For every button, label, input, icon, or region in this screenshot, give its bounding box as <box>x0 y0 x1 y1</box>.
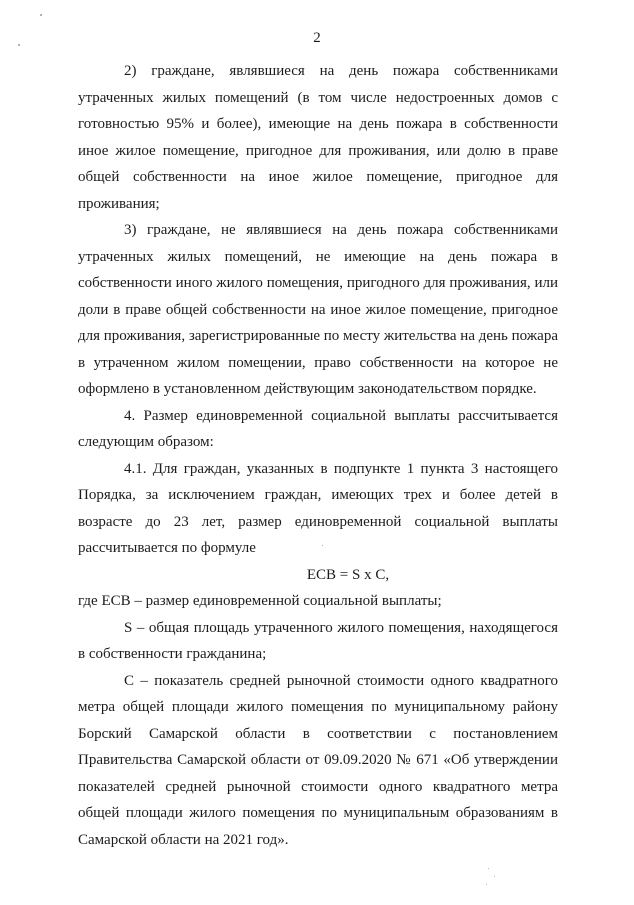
definition-c: С – показатель средней рыночной стоимости одного квадратного метра общей площади жилого помещения по муниципальному району Борский Самарской области в соответствии с постановлением Правительства Самарской области от 09.09.2020 № 671 «Об утверждении показателей средней рыночной стоимости одного квадратного метра общей площади жилого помещения по муниципальным образованиям в Самарской области на 2021 год». <box>78 672 558 848</box>
scan-speck <box>488 868 489 869</box>
definition-ecb: где ЕСВ – размер единовременной социальной выплаты; <box>78 593 442 609</box>
document-body <box>78 58 558 853</box>
paragraph-section-4-1: 4.1. Для граждан, указанных в подпункте 1 пункта 3 настоящего Порядка, за исключением граждан, имеющих трех и более детей в возрасте до 23 лет, размер единовременной социальной выплаты рассчитывается по формуле <box>78 460 558 556</box>
page-number: 2 <box>313 30 321 46</box>
scan-speck <box>486 884 487 885</box>
definition-s: S – общая площадь утраченного жилого помещения, находящегося в собственности гражданина; <box>78 619 558 662</box>
scan-speck <box>18 44 20 46</box>
scan-speck <box>40 14 42 16</box>
scan-speck <box>494 876 495 877</box>
paragraph-item-3: 3) граждане, не являвшиеся на день пожара собственниками утраченных жилых помещений, не имеющие на день пожара в собственности иного жилого помещения, пригодного для проживания, или доли в праве общей собственности на иное жилое помещение, пригодное для проживания, зарегистрированные по месту жительства на день пожара в утраченном жилом помещении, право собственности на которое не оформлено в установленном действующим законодательством порядке. <box>78 222 558 397</box>
formula: ЕСВ = S х С, <box>306 566 390 583</box>
scan-speck <box>322 545 323 546</box>
paragraph-item-2: 2) граждане, являвшиеся на день пожара собственниками утраченных жилых помещений (в том числе недостроенных домов с готовностью 95% и более), имеющие на день пожара в собственности иное жилое помещение, пригодное для проживания, или долю в праве общей собственности на иное жилое помещение, пригодное для проживания; <box>78 63 558 212</box>
paragraph-section-4: 4. Размер единовременной социальной выплаты рассчитывается следующим образом: <box>78 407 558 450</box>
